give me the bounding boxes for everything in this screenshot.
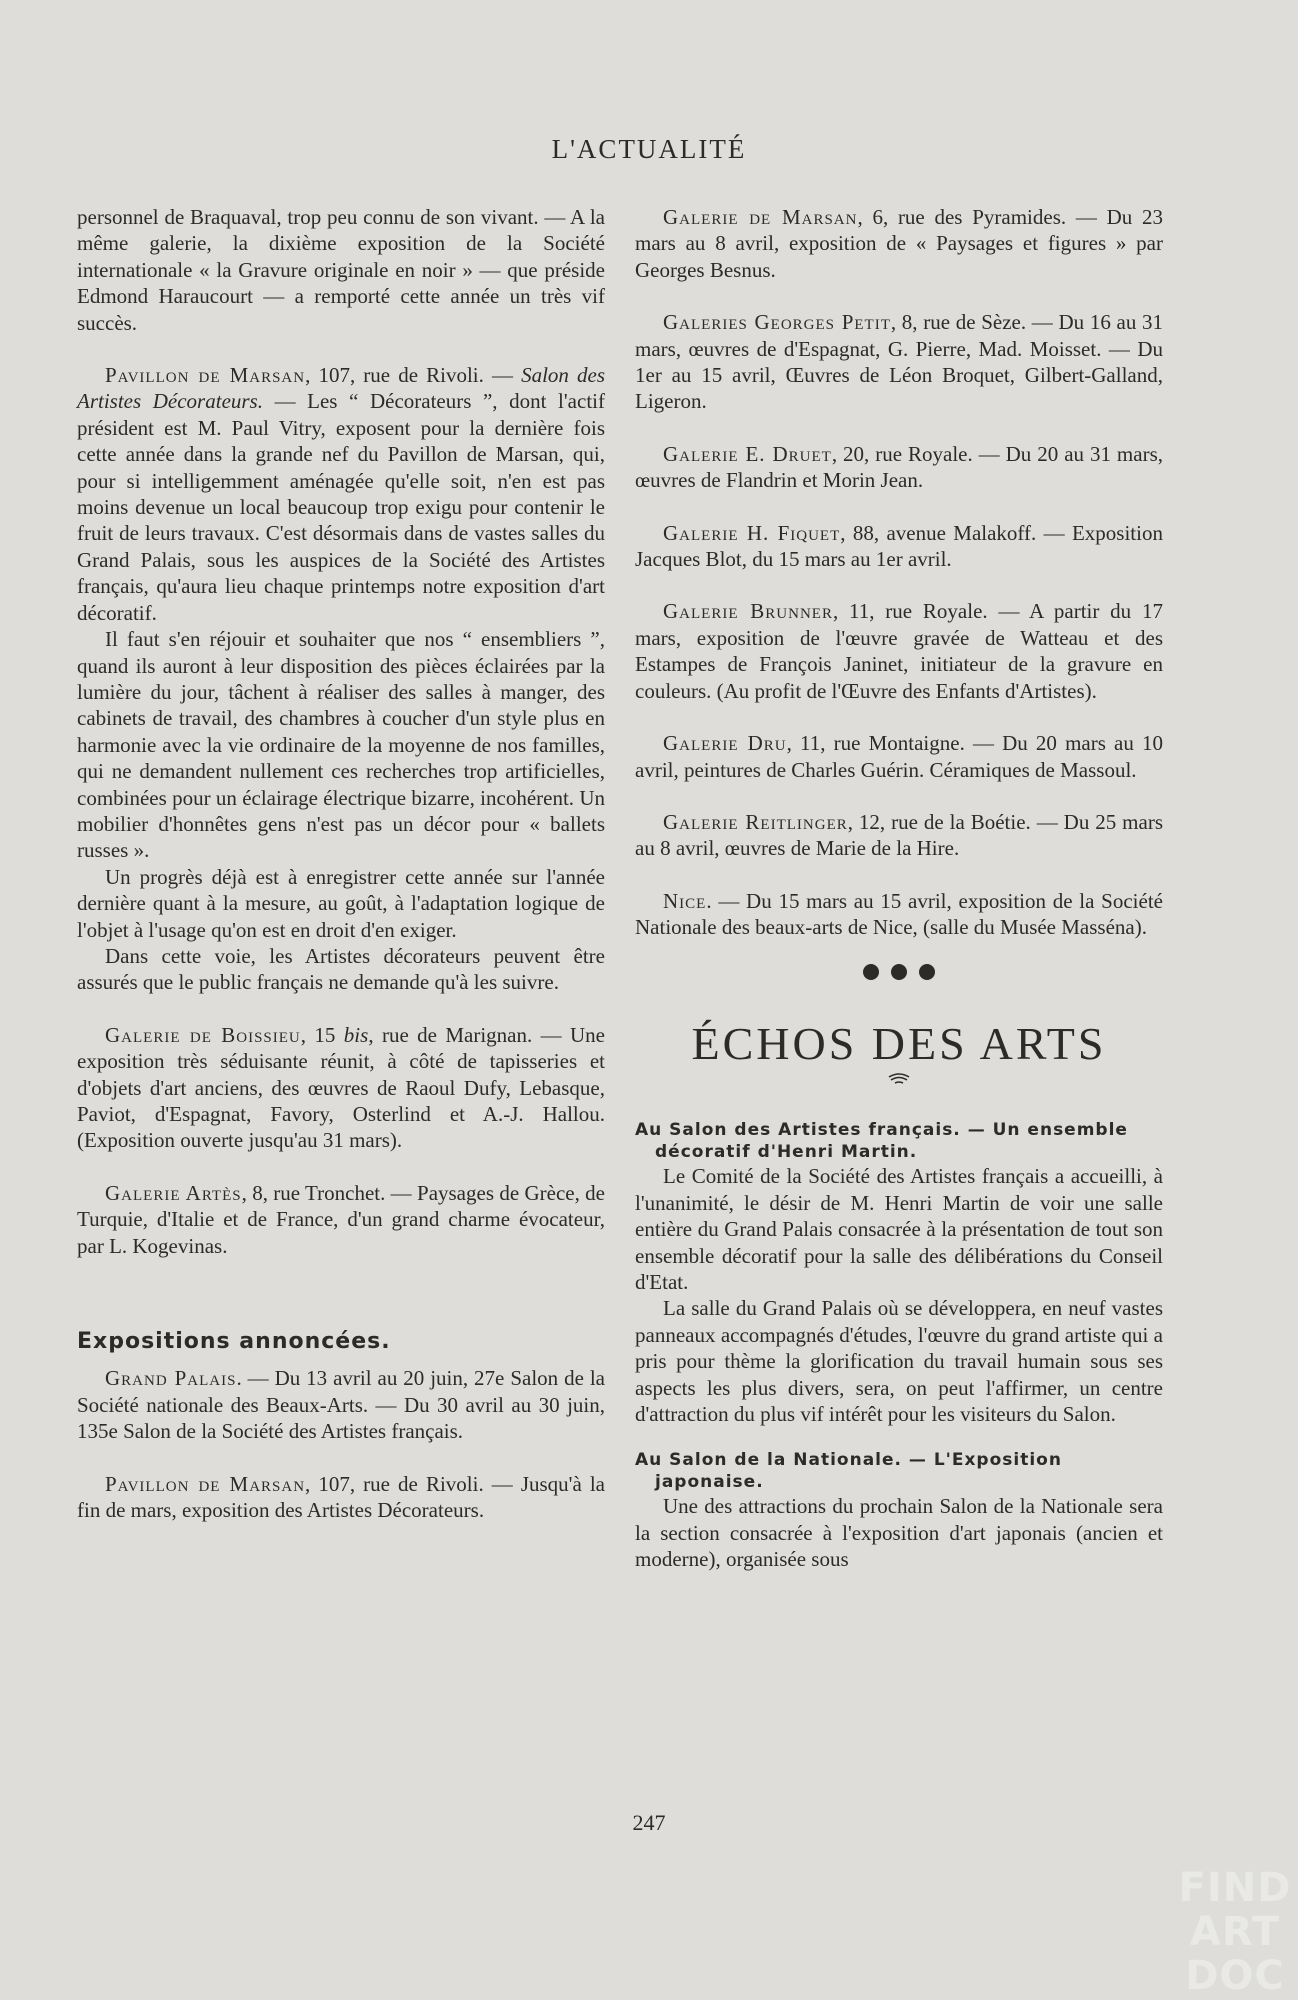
entry-text: — Les “ Décorateurs ”, dont l'actif président est M. Paul Vitry, exposent pour la dernière fois cette année dans la grande nef du Pavillon de Marsan, qui, pour si intelligemment aménagée qu'elle soit, n'en est pas moins devenue un local beaucoup trop exigu pour contenir le fruit de leurs travaux. C'est désormais dans de vastes salles du Grand Palais, sous les auspices de la Société des Artistes français, qu'aura lieu chaque printemps notre exposition d'art décoratif. <box>77 389 605 625</box>
entry-lead: Galeries Georges Petit <box>663 310 891 335</box>
ornament-icon <box>919 964 935 980</box>
left-column <box>77 204 605 1523</box>
entry-lead: Galerie Dru <box>663 731 787 756</box>
paragraph <box>635 441 1163 494</box>
entry-lead: Galerie H. Fiquet <box>663 520 841 545</box>
news-heading: Au Salon de la Nationale. — L'Exposition japonaise. <box>635 1450 1062 1493</box>
entry-text: . — Du 15 mars au 15 avril, exposition de la Société Nationale des beaux-arts de Nice, (salle du Musée Masséna). <box>635 888 1163 940</box>
right-column <box>635 204 1163 1573</box>
running-title: L'ACTUALITÉ <box>551 134 747 164</box>
entry-lead: Pavillon de Marsan <box>105 363 306 388</box>
flourish-icon <box>887 1073 911 1085</box>
entry-address: , 107, rue de Rivoli. — <box>305 363 522 388</box>
ornament-icon <box>863 964 879 980</box>
watermark-logo: FIND ART DOC <box>1178 1865 1292 1999</box>
paragraph: La salle du Grand Palais où se développera, en neuf vastes panneaux accompagnés d'études, l'œuvre du grand artiste qui a pris pour thème la glorification du travail humain sous ses aspects les plus divers, sera, on peut l'affirmer, un centre d'attraction du plus vif intérêt pour les visiteurs du Salon. <box>635 1296 1163 1426</box>
page-number: 247 <box>632 1810 666 1835</box>
entry-lead: Galerie Artès <box>105 1180 242 1205</box>
paragraph <box>77 1365 605 1444</box>
entry-text: , 11, rue Montaigne. — Du 20 mars au 10 avril, peintures de Charles Guérin. Céramiques de Massoul. <box>635 731 1163 782</box>
paragraph <box>635 888 1163 941</box>
entry-lead: Galerie de Boissieu <box>105 1022 301 1047</box>
paragraph <box>635 204 1163 283</box>
paragraph <box>77 362 605 626</box>
paragraph <box>77 1471 605 1524</box>
paragraph <box>635 309 1163 415</box>
paragraph <box>77 1180 605 1259</box>
entry-italic: bis <box>343 1022 369 1047</box>
entry-lead: Galerie E. Druet <box>663 441 832 466</box>
entry-lead: Nice <box>663 888 707 913</box>
paragraph: Dans cette voie, les Artistes décorateurs peuvent être assurés que le public français ne demande qu'à les suivre. <box>77 943 605 995</box>
paragraph: Un progrès déjà est à enregistrer cette année sur l'année dernière quant à la mesure, au goût, à l'adaptation logique de l'objet à l'usage qu'on est en droit d'en exiger. <box>77 864 605 942</box>
news-heading: Au Salon des Artistes français. — Un ensemble décoratif d'Henri Martin. <box>635 1120 1128 1163</box>
entry-text: , 88, avenue Malakoff. — Exposition Jacques Blot, du 15 mars au 1er avril. <box>635 520 1163 572</box>
ornament-icon <box>891 964 907 980</box>
entry-lead: Pavillon de Marsan <box>105 1471 306 1496</box>
entry-text: , 8, rue Tronchet. — Paysages de Grèce, de Turquie, d'Italie et de France, d'un grand charme évocateur, par L. Kogevinas. <box>77 1180 606 1258</box>
paragraph <box>635 520 1163 573</box>
paragraph <box>77 1022 605 1154</box>
entry-text: , 15 <box>300 1022 344 1047</box>
section-title: ÉCHOS DES ARTS <box>691 1017 1107 1069</box>
entry-text: , 107, rue de Rivoli. — Jusqu'à la fin de mars, exposition des Artistes Décorateurs. <box>77 1471 605 1523</box>
entry-text: , rue de Marignan. — Une exposition très séduisante réunit, à côté de tapisseries et d'objets d'art anciens, des œuvres de Raoul Dufy, Lebasque, Paviot, d'Espagnat, Favory, Osterlind et A.-J. Hallou. (Exposition ouverte jusqu'au 31 mars). <box>77 1022 606 1153</box>
entry-text: , 12, rue de la Boétie. — Du 25 mars au 8 avril, œuvres de Marie de la Hire. <box>635 809 1164 861</box>
entry-text: , 6, rue des Pyramides. — Du 23 mars au 8 avril, exposition de « Paysages et figures » par Georges Besnus. <box>635 205 1163 282</box>
entry-italic: Salon des Artistes Décorateurs. <box>77 363 605 414</box>
paragraph: Le Comité de la Société des Artistes français a accueilli, à l'unanimité, le désir de M. Henri Martin de voir une salle entière du Grand Palais consacrée à la présentation de tout son ensemble décoratif pour la salle des délibérations du Conseil d'Etat. <box>635 1164 1163 1294</box>
entry-text: , 8, rue de Sèze. — Du 16 au 31 mars, œuvres de d'Espagnat, G. Pierre, Mad. Moisset. — Du 1er au 15 avril, Œuvres de Léon Broquet, Gilbert-Galland, Ligeron. <box>635 310 1163 414</box>
entry-text: . — Du 13 avril au 20 juin, 27e Salon de la Société nationale des Beaux-Arts. — Du 30 avril au 30 juin, 135e Salon de la Société des Artistes français. <box>77 1366 605 1444</box>
paragraph <box>635 598 1163 704</box>
entry-text: , 20, rue Royale. — Du 20 au 31 mars, œuvres de Flandrin et Morin Jean. <box>635 441 1163 493</box>
paragraph <box>635 730 1163 783</box>
paragraph: Une des attractions du prochain Salon de la Nationale sera la section consacrée à l'exposition d'art japonais (ancien et moderne), organisée sous <box>635 1494 1163 1572</box>
paragraph: Il faut s'en réjouir et souhaiter que nos “ ensembliers ”, quand ils auront à leur disposition des pièces éclairées par la lumière du jour, tâchent à réaliser des salles à manger, des cabinets de travail, des chambres à coucher d'un style plus en harmonie avec la vie ordinaire de la moyenne de nos familles, qui ne demandent nullement ces recherches trop artificielles, combinées pour un éclairage électrique bizarre, incohérent. Un mobilier d'honnêtes gens n'est pas un décor pour « ballets russes ». <box>77 627 605 863</box>
entry-text: , 11, rue Royale. — A partir du 17 mars, exposition de l'œuvre gravée de Watteau et des Estampes de François Janinet, initiateur de la gravure en couleurs. (Au profit de l'Œuvre des Enfants d'Artistes). <box>635 599 1163 703</box>
entry-lead: Galerie Brunner <box>663 599 833 624</box>
paragraph: personnel de Braquaval, trop peu connu de son vivant. — A la même galerie, la dixième exposition de la Société internationale « la Gravure originale en noir » — que préside Edmond Haraucourt — a remporté cette année un très vif succès. <box>77 205 605 335</box>
entry-lead: Grand Palais <box>105 1366 237 1391</box>
section-heading: Expositions annoncées. <box>77 1329 391 1355</box>
entry-lead: Galerie de Marsan <box>663 205 858 229</box>
paragraph <box>635 809 1163 862</box>
ornament-divider <box>635 963 1163 989</box>
entry-lead: Galerie Reitlinger <box>663 809 848 834</box>
